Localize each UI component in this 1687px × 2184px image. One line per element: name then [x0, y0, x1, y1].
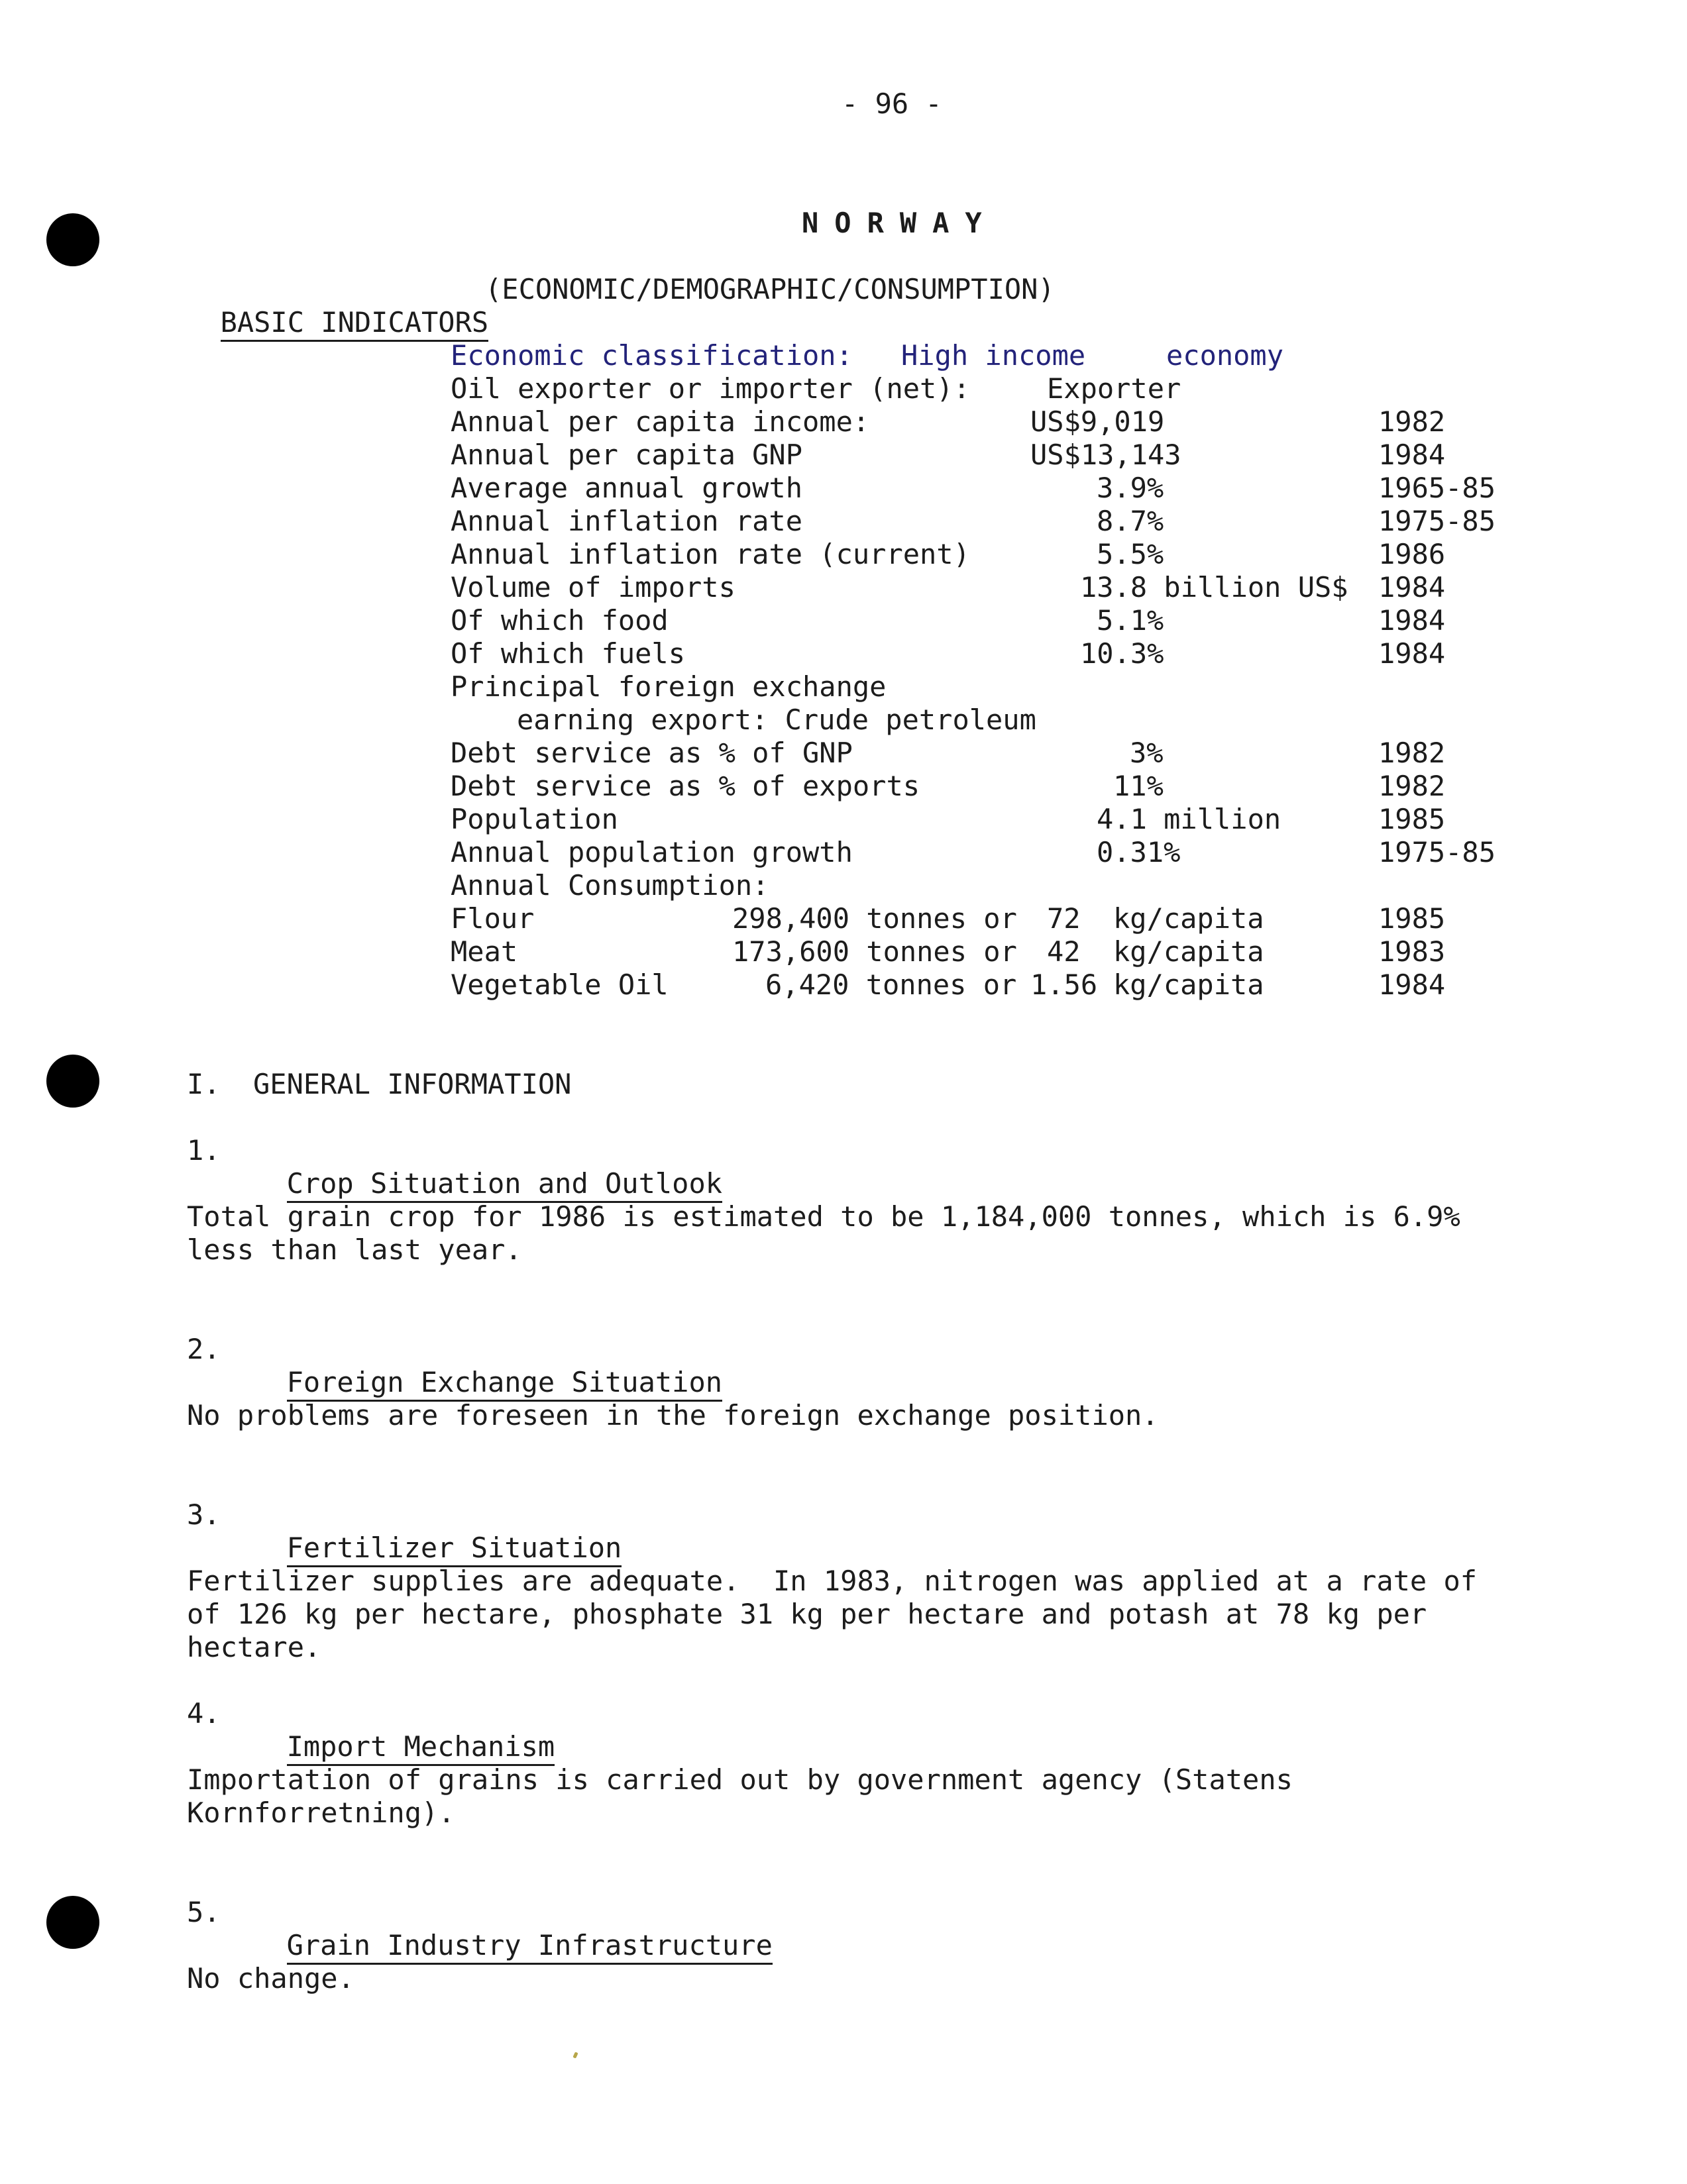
indicator-label: Average annual growth [451, 472, 803, 504]
section-title [253, 1896, 773, 1962]
consumption-per-capita: 72 [1047, 902, 1081, 935]
indicator-label: Debt service as % of exports [451, 770, 920, 802]
consumption-row [451, 935, 1511, 968]
indicator-label: Economic classification: [451, 339, 853, 372]
indicator-label: Of which fuels [451, 637, 686, 670]
consumption-tonnes: 298,400 tonnes or [732, 902, 1017, 935]
indicator-value: 5.5% [1097, 538, 1164, 570]
indicator-label: Annual population growth [451, 836, 853, 868]
section-title-text: Grain Industry Infrastructure [287, 1929, 773, 1965]
consumption-tonnes: 173,600 tonnes or [732, 935, 1017, 968]
indicator-year: 1984 [1378, 439, 1446, 471]
indicator-label: Annual Consumption: [451, 869, 769, 902]
indicator-value: 10.3% [1080, 637, 1164, 670]
indicator-row [451, 538, 1511, 571]
indicator-label: Of which food [451, 604, 669, 637]
section-title [253, 1697, 555, 1763]
consumption-tonnes: 6,420 tonnes or [765, 968, 1017, 1001]
country-title: NORWAY [802, 207, 998, 239]
section-title-text: Crop Situation and Outlook [287, 1167, 722, 1203]
indicator-row-classification [451, 339, 1511, 372]
basic-indicators-subheading: (ECONOMIC/DEMOGRAPHIC/CONSUMPTION) [485, 273, 1055, 305]
indicator-label: Annual per capita GNP [451, 439, 803, 471]
indicator-label: Population [451, 803, 618, 835]
indicator-value: 11% [1113, 770, 1164, 802]
indicator-year: 1965-85 [1378, 472, 1496, 504]
indicator-value: 0.31% [1097, 836, 1181, 868]
consumption-year: 1984 [1378, 968, 1446, 1001]
consumption-unit: kg/capita [1113, 935, 1264, 968]
indicator-year: 1975-85 [1378, 836, 1496, 868]
section-number: 1. [187, 1134, 221, 1167]
indicator-row [451, 803, 1511, 836]
indicator-row [451, 770, 1511, 803]
section-title-text: Import Mechanism [287, 1730, 555, 1766]
general-numeral: I. [187, 1068, 221, 1100]
indicator-value: 3% [1130, 737, 1164, 769]
indicator-label: Annual inflation rate [451, 505, 803, 537]
section-title [253, 1134, 722, 1200]
punch-hole-middle [46, 1055, 99, 1108]
indicator-year: 1975-85 [1378, 505, 1496, 537]
indicator-row [451, 836, 1511, 869]
paper-speck [572, 2052, 578, 2058]
section-number: 5. [187, 1896, 221, 1928]
section-title [253, 1498, 622, 1565]
indicator-value: 8.7% [1097, 505, 1164, 537]
consumption-per-capita: 1.56 [1030, 968, 1098, 1001]
indicator-value: US$9,019 [1030, 405, 1165, 438]
consumption-heading [451, 869, 1511, 902]
consumption-unit: kg/capita [1113, 968, 1264, 1001]
page-number: - 96 - [842, 87, 942, 120]
indicator-label: Oil exporter or importer (net): [451, 372, 970, 405]
general-heading: GENERAL INFORMATION [253, 1068, 572, 1100]
consumption-unit: kg/capita [1113, 902, 1264, 935]
section-number: 3. [187, 1498, 221, 1531]
consumption-year: 1985 [1378, 902, 1446, 935]
indicator-year: 1984 [1378, 571, 1446, 603]
section-title [253, 1333, 722, 1399]
indicator-row [451, 505, 1511, 538]
indicator-label: earning export: Crude petroleum [517, 703, 1036, 736]
indicator-label: Annual per capita income: [451, 405, 870, 438]
indicator-year: 1984 [1378, 604, 1446, 637]
section-title-text: Fertilizer Situation [287, 1532, 622, 1567]
indicator-value: 13.8 billion US$ [1080, 571, 1348, 603]
indicator-row [451, 604, 1511, 637]
consumption-per-capita: 42 [1047, 935, 1081, 968]
indicator-year: 1984 [1378, 637, 1446, 670]
consumption-item: Meat [451, 935, 518, 968]
indicator-year: 1986 [1378, 538, 1446, 570]
indicator-value: 4.1 million [1097, 803, 1281, 835]
section-number: 4. [187, 1697, 221, 1730]
indicator-year: 1982 [1378, 737, 1446, 769]
indicator-row [451, 405, 1511, 439]
section-text: Importation of grains is carried out by government agency (Statens Kornforretning). [187, 1763, 1293, 1829]
section-text: No change. [187, 1962, 354, 1995]
indicator-value: 3.9% [1097, 472, 1164, 504]
section-number: 2. [187, 1333, 221, 1365]
indicator-value: US$13,143 [1030, 439, 1181, 471]
indicator-value: 5.1% [1097, 604, 1164, 637]
principal-export-line2 [451, 703, 1511, 737]
consumption-item: Vegetable Oil [451, 968, 669, 1001]
indicator-row [451, 737, 1511, 770]
indicators-table [0, 0, 1687, 1007]
basic-indicators-label: BASIC INDICATORS [221, 306, 489, 342]
indicator-row-oil [451, 372, 1511, 405]
section-text: Fertilizer supplies are adequate. In 1983, nitrogen was applied at a rate of of 126 kg per hectare, phosphate 31 kg per hectare and potash at 78 kg per hectare. [187, 1565, 1478, 1663]
indicator-row [451, 439, 1511, 472]
consumption-year: 1983 [1378, 935, 1446, 968]
section-text: No problems are foreseen in the foreign exchange position. [187, 1399, 1159, 1431]
section-title-text: Foreign Exchange Situation [287, 1366, 722, 1402]
indicator-label: Debt service as % of GNP [451, 737, 853, 769]
consumption-row [451, 968, 1511, 1002]
indicator-label: Annual inflation rate (current) [451, 538, 970, 570]
punch-hole-bottom [46, 1896, 99, 1949]
section-text: Total grain crop for 1986 is estimated to be 1,184,000 tonnes, which is 6.9% less than last year. [187, 1200, 1460, 1266]
indicator-value: High income [901, 339, 1086, 372]
indicator-row [451, 472, 1511, 505]
indicator-year: 1982 [1378, 405, 1446, 438]
principal-export-line1 [451, 670, 1511, 703]
indicator-row [451, 637, 1511, 670]
indicator-label: Volume of imports [451, 571, 735, 603]
consumption-row [451, 902, 1511, 935]
indicator-year: 1982 [1378, 770, 1446, 802]
indicator-label: Principal foreign exchange [451, 670, 887, 703]
consumption-item: Flour [451, 902, 535, 935]
indicator-value: Exporter [1047, 372, 1181, 405]
indicator-value: economy [1166, 339, 1284, 372]
indicator-row [451, 571, 1511, 604]
indicator-year: 1985 [1378, 803, 1446, 835]
